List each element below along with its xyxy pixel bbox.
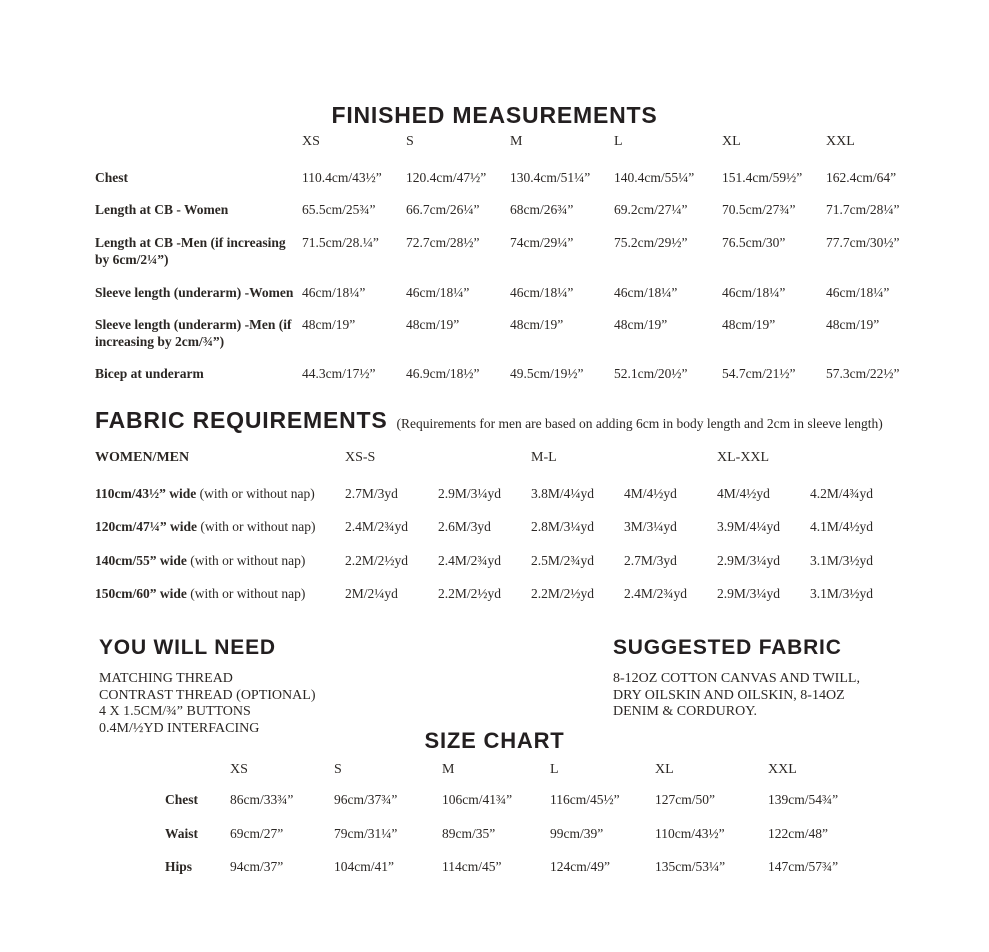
fr-cell: 2.2M/2½yd (531, 586, 595, 601)
fm-col-header-s: S (406, 134, 414, 149)
fr-cell: 2M/2¼yd (345, 586, 398, 601)
sc-cell: 114cm/45” (442, 859, 502, 874)
fm-cell: 68cm/26¾” (510, 202, 574, 217)
you-will-need-section (99, 636, 499, 737)
sc-cell: 99cm/39” (550, 826, 604, 841)
table-row (95, 366, 916, 394)
sc-col-header-s: S (334, 762, 342, 777)
fr-cell: 4.1M/4½yd (810, 519, 874, 534)
fabric-requirements-title: FABRIC REQUIREMENTS (95, 407, 388, 433)
fr-cell: 2.4M/2¾yd (345, 519, 409, 534)
table-row (95, 285, 916, 317)
fm-cell: 57.3cm/22½” (826, 366, 900, 381)
fm-cell: 48cm/19” (826, 317, 880, 332)
list-item: 4 X 1.5CM/¾” BUTTONS (99, 704, 251, 719)
fm-cell: 74cm/29¼” (510, 235, 574, 250)
sc-cell: 79cm/31¼” (334, 826, 398, 841)
sc-cell: 147cm/57¾” (768, 859, 839, 874)
sc-cell: 104cm/41” (334, 859, 394, 874)
fr-row-label-width: 110cm/43½” wide (95, 486, 197, 501)
table-row (165, 826, 888, 859)
table-row (95, 202, 916, 235)
fm-header-row (95, 134, 916, 170)
fr-cell: 2.2M/2½yd (345, 553, 409, 568)
fr-row-label-nap: (with or without nap) (196, 486, 315, 501)
fr-group-header-xs-s: XS-S (345, 450, 376, 465)
fm-cell: 46.9cm/18½” (406, 366, 480, 381)
fm-cell: 54.7cm/21½” (722, 366, 796, 381)
list-item: 0.4M/½YD INTERFACING (99, 720, 260, 736)
sc-cell: 122cm/48” (768, 826, 828, 841)
list-item: CONTRAST THREAD (OPTIONAL) (99, 687, 316, 703)
fr-cell: 3.8M/4¼yd (531, 486, 595, 501)
fr-cell: 2.2M/2½yd (438, 586, 502, 601)
fr-row-label-nap: (with or without nap) (197, 519, 316, 534)
fr-row-label (95, 553, 345, 586)
fr-cell: 2.4M/2¾yd (624, 586, 688, 601)
sc-cell: 94cm/37” (230, 859, 284, 874)
fr-row-label-nap: (with or without nap) (186, 586, 306, 601)
fm-row-label: Sleeve length (underarm) -Men (if increasing by 2cm/¾”) (95, 317, 292, 349)
fr-group-header-m-l: M-L (531, 450, 557, 465)
fr-cell: 3.1M/3½yd (810, 586, 874, 601)
table-row (165, 859, 888, 889)
table-row (95, 317, 916, 366)
sc-cell: 96cm/37¾” (334, 792, 398, 807)
fm-cell: 77.7cm/30½” (826, 235, 900, 250)
fm-cell: 46cm/18¼” (826, 285, 890, 300)
fm-cell: 52.1cm/20½” (614, 366, 688, 381)
fm-corner-cell (95, 134, 302, 170)
sc-col-header-xl: XL (655, 762, 674, 777)
size-chart-title: SIZE CHART (424, 728, 565, 753)
sc-cell: 110cm/43½” (655, 826, 725, 841)
fr-row-label (95, 519, 345, 553)
fm-row-label: Sleeve length (underarm) -Women (95, 285, 294, 300)
sc-row-label: Waist (165, 826, 199, 841)
fr-row-label-width: 150cm/60” wide (95, 586, 187, 601)
sc-col-header-xs: XS (230, 762, 248, 777)
fr-cell: 4M/4½yd (717, 486, 770, 501)
sc-cell: 69cm/27” (230, 826, 284, 841)
sc-cell: 127cm/50” (655, 792, 715, 807)
table-row (165, 792, 888, 826)
finished-measurements-table (95, 134, 916, 394)
fr-cell: 2.8M/3¼yd (531, 519, 595, 534)
fabric-requirements-note: (Requirements for men are based on adding 6cm in body length and 2cm in sleeve length) (396, 416, 883, 431)
fm-row-label: Length at CB - Women (95, 202, 229, 217)
fm-cell: 46cm/18¼” (722, 285, 786, 300)
table-row (95, 553, 900, 586)
sc-col-header-l: L (550, 762, 559, 777)
suggested-fabric-text (613, 671, 913, 721)
fr-cell: 3M/3¼yd (624, 519, 677, 534)
fr-cell: 2.6M/3yd (438, 519, 491, 534)
fm-cell: 65.5cm/25¾” (302, 202, 376, 217)
table-row (95, 235, 916, 285)
fm-cell: 46cm/18¼” (614, 285, 678, 300)
fm-col-header-l: L (614, 134, 623, 149)
fr-row-label-nap: (with or without nap) (186, 553, 306, 568)
fr-row-label-width: 140cm/55” wide (95, 553, 187, 568)
list-item: MATCHING THREAD (99, 671, 233, 686)
fm-cell: 49.5cm/19½” (510, 366, 584, 381)
fm-col-header-xl: XL (722, 134, 741, 149)
fr-cell: 2.9M/3¼yd (717, 553, 781, 568)
fm-cell: 46cm/18¼” (406, 285, 470, 300)
fm-cell: 48cm/19” (614, 317, 668, 332)
fr-cell: 4.2M/4¾yd (810, 486, 874, 501)
fm-cell: 48cm/19” (302, 317, 356, 332)
fm-cell: 140.4cm/55¼” (614, 170, 695, 185)
sc-cell: 86cm/33¾” (230, 792, 294, 807)
you-will-need-title: YOU WILL NEED (99, 636, 276, 659)
sc-col-header-m: M (442, 762, 455, 777)
fm-cell: 48cm/19” (406, 317, 460, 332)
sc-row-label: Hips (165, 859, 193, 874)
sc-cell: 89cm/35” (442, 826, 496, 841)
sc-corner-cell (165, 762, 230, 792)
fm-col-header-m: M (510, 134, 523, 149)
sc-cell: 116cm/45½” (550, 792, 620, 807)
sc-cell: 124cm/49” (550, 859, 610, 874)
fabric-requirements-header (95, 407, 883, 434)
sc-col-header-xxl: XXL (768, 762, 797, 777)
text-line: DENIM & CORDUROY. (613, 704, 758, 719)
fr-cell: 3.1M/3½yd (810, 553, 874, 568)
sc-cell: 135cm/53¼” (655, 859, 726, 874)
fr-cell: 4M/4½yd (624, 486, 677, 501)
suggested-fabric-section (613, 636, 913, 721)
fm-cell: 72.7cm/28½” (406, 235, 480, 250)
fm-cell: 46cm/18¼” (302, 285, 366, 300)
suggested-fabric-title: SUGGESTED FABRIC (613, 636, 842, 659)
fabric-requirements-table (95, 450, 900, 619)
fr-cell: 2.7M/3yd (624, 553, 677, 568)
fm-cell: 48cm/19” (510, 317, 564, 332)
fm-cell: 71.7cm/28¼” (826, 202, 900, 217)
fr-cell: 2.9M/3¼yd (717, 586, 781, 601)
table-row (95, 170, 916, 202)
fm-col-header-xs: XS (302, 134, 320, 149)
fm-cell: 46cm/18¼” (510, 285, 574, 300)
sc-header-row (165, 762, 888, 792)
fm-cell: 130.4cm/51¼” (510, 170, 591, 185)
sc-cell: 106cm/41¾” (442, 792, 513, 807)
fr-row-label (95, 486, 345, 519)
finished-measurements-title: FINISHED MEASUREMENTS (331, 102, 658, 128)
fm-cell: 162.4cm/64” (826, 170, 897, 185)
size-chart-table (165, 762, 888, 889)
fm-row-label: Length at CB -Men (if increasing by 6cm/2¼”) (95, 235, 286, 267)
fm-cell: 151.4cm/59½” (722, 170, 803, 185)
fr-cell: 3.9M/4¼yd (717, 519, 781, 534)
fm-cell: 76.5cm/30” (722, 235, 786, 250)
fm-cell: 71.5cm/28.¼” (302, 235, 379, 250)
fm-cell: 69.2cm/27¼” (614, 202, 688, 217)
fr-group-header-xl-xxl: XL-XXL (717, 450, 770, 465)
table-row (95, 586, 900, 619)
fr-row-label (95, 586, 345, 619)
fm-cell: 66.7cm/26¼” (406, 202, 480, 217)
table-row (95, 519, 900, 553)
fr-cell: 2.5M/2¾yd (531, 553, 595, 568)
fm-cell: 44.3cm/17½” (302, 366, 376, 381)
fm-cell: 120.4cm/47½” (406, 170, 487, 185)
fm-row-label: Bicep at underarm (95, 366, 204, 381)
fm-row-label: Chest (95, 170, 128, 185)
fm-cell: 110.4cm/43½” (302, 170, 382, 185)
fr-row-label-width: 120cm/47¼” wide (95, 519, 197, 534)
fr-cell: 2.9M/3¼yd (438, 486, 502, 501)
fm-col-header-xxl: XXL (826, 134, 855, 149)
fm-cell: 75.2cm/29½” (614, 235, 688, 250)
fm-cell: 48cm/19” (722, 317, 776, 332)
fr-corner-header: WOMEN/MEN (95, 450, 190, 465)
text-line: DRY OILSKIN AND OILSKIN, 8-14OZ (613, 687, 845, 703)
sc-cell: 139cm/54¾” (768, 792, 839, 807)
sc-row-label: Chest (165, 792, 198, 807)
fr-cell: 2.7M/3yd (345, 486, 398, 501)
table-row (95, 486, 900, 519)
fm-cell: 70.5cm/27¾” (722, 202, 796, 217)
fr-cell: 2.4M/2¾yd (438, 553, 502, 568)
text-line: 8-12OZ COTTON CANVAS AND TWILL, (613, 671, 860, 686)
fr-header-row (95, 450, 900, 486)
